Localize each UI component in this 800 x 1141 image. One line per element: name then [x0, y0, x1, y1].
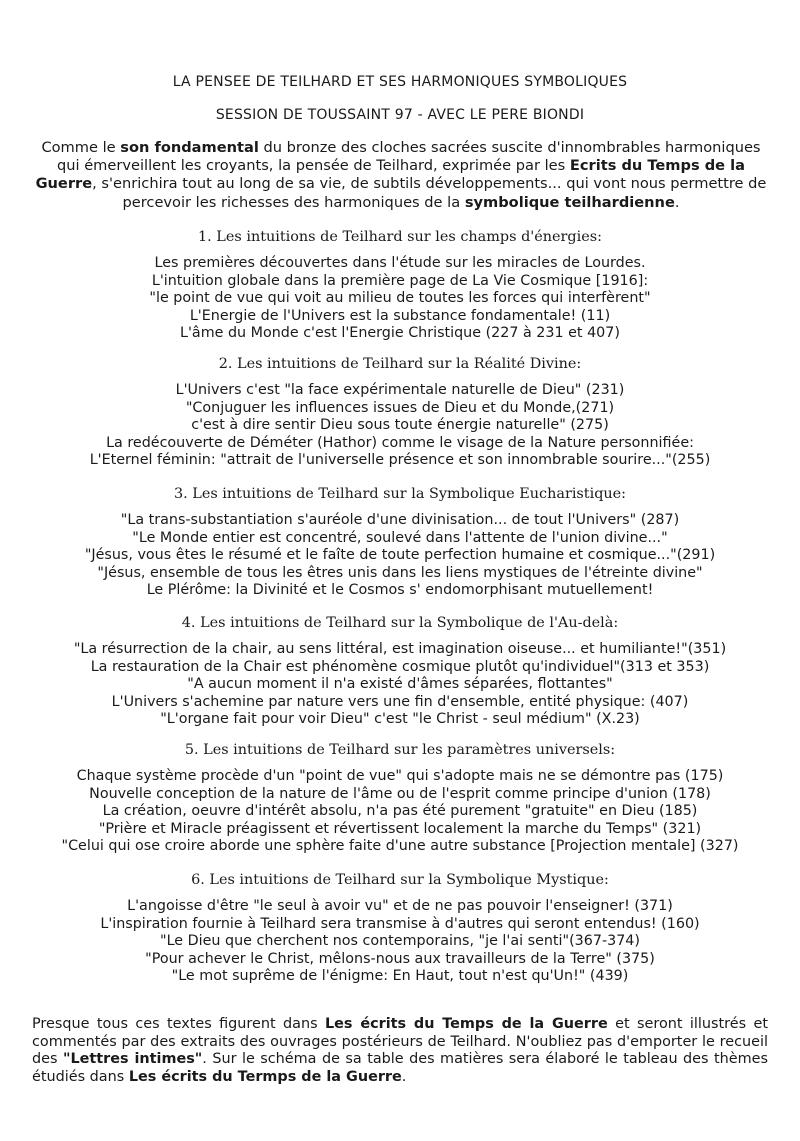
section-3: [0, 484, 800, 600]
document-subtitle: SESSION DE TOUSSAINT 97 - AVEC LE PERE BIONDI: [215, 107, 585, 123]
section-heading: 1. Les intuitions de Teilhard sur les champs d'énergies:: [198, 229, 602, 245]
section-heading: 5. Les intuitions de Teilhard sur les paramètres universels:: [184, 742, 616, 758]
section-heading: 2. Les intuitions de Teilhard sur la Réalité Divine:: [218, 356, 582, 372]
section-line: L'inspiration fournie à Teilhard sera transmise à d'autres qui seront entendus! (160): [100, 915, 700, 932]
outro-emphasis: Les écrits du Temps de la Guerre: [325, 1016, 608, 1032]
section-line: Les premières découvertes dans l'étude sur les miracles de Lourdes.: [154, 255, 646, 271]
section-line: La restauration de la Chair est phénomène cosmique plutôt qu'individuel"(313 et 353): [90, 658, 710, 675]
section-heading: 6. Les intuitions de Teilhard sur la Symbolique Mystique:: [191, 872, 609, 888]
outro-text: Presque tous ces textes figurent dans: [32, 1016, 325, 1032]
section-4: [0, 613, 800, 729]
section-line: L'Energie de l'Univers est la substance fondamentale! (11): [189, 307, 611, 324]
intro-text: du bronze des cloches sacrées suscite d'innombrables harmoniques qui émerveillent les croyants, la pensée de Teilhard, exprimée par les: [57, 139, 761, 175]
intro-paragraph: [32, 139, 770, 212]
section-heading: 4. Les intuitions de Teilhard sur la Symbolique de l'Au-delà:: [181, 615, 619, 631]
section-line: Nouvelle conception de la nature de l'âme ou de l'esprit comme principe d'union (178): [89, 785, 711, 802]
section-line: "Jésus, ensemble de tous les êtres unis dans les liens mystiques de l'étreinte divine": [97, 564, 703, 581]
section-line: "Conjuguer les influences issues de Dieu et du Monde,(271): [185, 399, 615, 416]
section-line: "Le Monde entier est concentré, soulevé dans l'attente de l'union divine...": [132, 529, 668, 546]
section-line: L'intuition globale dans la première page de La Vie Cosmique [1916]:: [151, 272, 649, 289]
section-line: c'est à dire sentir Dieu sous toute énergie naturelle" (275): [191, 417, 609, 434]
intro-emphasis: son fondamental: [120, 139, 259, 156]
intro-text: , s'enrichira tout au long de sa vie, de subtils développements... qui vont nous permettre de percevoir les richesses des harmoniques de la: [92, 175, 767, 211]
section-line: "Celui qui ose croire aborde une sphère faite d'une autre substance [Projection mentale] (327): [61, 838, 739, 855]
document-title: LA PENSEE DE TEILHARD ET SES HARMONIQUES SYMBOLIQUES: [172, 74, 628, 90]
outro-text: .: [401, 1068, 407, 1085]
section-5: [0, 740, 800, 856]
intro-text: Comme le: [41, 139, 121, 156]
section-heading: 3. Les intuitions de Teilhard sur la Symbolique Eucharistique:: [173, 486, 627, 502]
section-line: "Le Dieu que cherchent nos contemporains, "je l'ai senti"(367-374): [160, 933, 640, 950]
section-line: "Le mot suprême de l'énigme: En Haut, tout n'est qu'Un!" (439): [171, 968, 629, 985]
section-line: La création, oeuvre d'intérêt absolu, n'a pas été purement "gratuite" en Dieu (185): [102, 803, 698, 820]
section-line: "A aucun moment il n'a existé d'âmes séparées, flottantes": [187, 676, 613, 693]
section-line: "Jésus, vous êtes le résumé et le faîte de toute perfection humaine et cosmique..."(291): [84, 547, 716, 564]
section-line: "L'organe fait pour voir Dieu" c'est "le Christ - seul médium" (X.23): [160, 711, 640, 728]
outro-text: . Sur le schéma de sa table des matières sera élaboré le tableau des thèmes étudiés dans: [32, 1051, 768, 1085]
section-2: [0, 354, 800, 470]
section-line: Chaque système procède d'un "point de vue" qui s'adopte mais ne se démontre pas (175): [76, 768, 724, 784]
section-line: "La résurrection de la chair, au sens littéral, est imagination oiseuse... et humiliante!"(351): [73, 641, 727, 657]
section-line: Le Plérôme: la Divinité et le Cosmos s' endomorphisant mutuellement!: [146, 582, 654, 599]
section-line: L'angoisse d'être "le seul à avoir vu" et de ne pas pouvoir l'enseigner! (371): [127, 898, 673, 914]
closing-paragraph: [32, 1016, 768, 1086]
section-1: [0, 227, 800, 343]
section-6: [0, 870, 800, 986]
intro-text: .: [674, 193, 680, 211]
section-line: "le point de vue qui voit au milieu de toutes les forces qui interfèrent": [149, 290, 651, 307]
section-line: L'Univers s'achemine par nature vers une fin d'ensemble, entité physique: (407): [111, 693, 689, 710]
section-line: "Prière et Miracle préagissent et révertissent localement la marche du Temps" (321): [98, 820, 702, 837]
section-line: L'Univers c'est "la face expérimentale naturelle de Dieu" (231): [175, 382, 625, 398]
section-line: "La trans-substantiation s'auréole d'une divinisation... de tout l'Univers" (287): [120, 512, 680, 528]
section-line: L'âme du Monde c'est l'Energie Christique (227 à 231 et 407): [180, 325, 620, 342]
section-line: L'Eternel féminin: "attrait de l'universelle présence et son innombrable sourire..."(255): [89, 452, 711, 469]
outro-emphasis: Les écrits du Termps de la Guerre: [128, 1068, 402, 1085]
intro-emphasis: symbolique teilhardienne: [464, 193, 675, 211]
section-line: "Pour achever le Christ, mêlons-nous aux travailleurs de la Terre" (375): [145, 950, 655, 967]
section-line: La redécouverte de Déméter (Hathor) comme le visage de la Nature personnifiée:: [106, 434, 694, 451]
intro-emphasis: Ecrits du Temps de la Guerre: [35, 157, 745, 193]
outro-emphasis: "Lettres intimes": [62, 1051, 203, 1068]
outro-text: et seront illustrés et commentés par des extraits des ouvrages postérieurs de Teilhard. N'oubliez pas d'emporter le recueil des: [32, 1016, 769, 1068]
